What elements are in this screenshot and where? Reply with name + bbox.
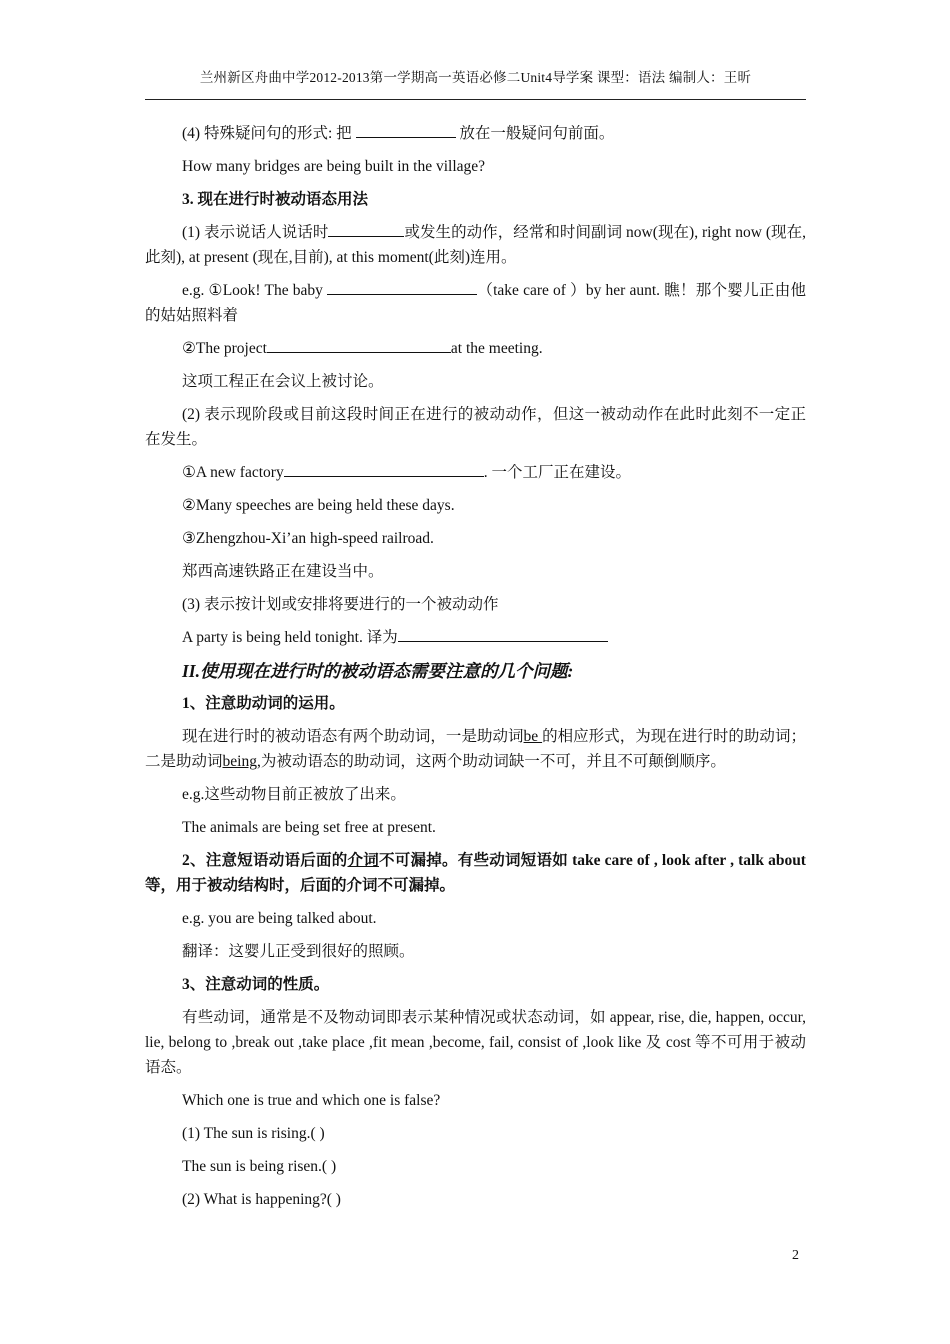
example-factory	[145, 460, 806, 485]
paragraph-usage-3: (3) 表示按计划或安排将要进行的一个被动动作	[182, 596, 499, 613]
text-segment: . 一个工厂正在建设。	[483, 464, 631, 481]
fill-blank[interactable]	[398, 626, 608, 642]
example-line: e.g.这些动物目前正被放了出来。	[182, 786, 406, 803]
example-sentence: How many bridges are being built in the village?	[182, 158, 486, 175]
fill-blank[interactable]	[284, 461, 484, 477]
text-segment: 2、注意短语动语后面的	[182, 852, 348, 869]
example-railroad: ③Zhengzhou-Xi’an high-speed railroad.	[182, 530, 434, 547]
text-segment: ②The project	[182, 340, 267, 357]
underlined-word: being	[222, 753, 257, 770]
text-segment: A party is being held tonight. 译为	[182, 629, 398, 646]
exercise-intro: Which one is true and which one is false?	[182, 1092, 441, 1109]
fill-blank[interactable]	[328, 221, 404, 237]
example-line: e.g. you are being talked about.	[182, 910, 377, 927]
text-segment: 不可漏掉。有些动词短语如 take care of , look after , talk about 等，用于被动结构时，后面的介词不可漏掉。	[145, 852, 806, 894]
example-look-baby	[145, 278, 806, 328]
document-body	[145, 121, 806, 1220]
text-segment: (1) 表示说话人说话时	[182, 224, 329, 241]
page-number: 2	[792, 1248, 799, 1263]
example-line: The animals are being set free at present.	[182, 819, 436, 836]
text-segment: 现在进行时的被动语态有两个助动词，一是助动词	[182, 728, 524, 745]
section-title: II.使用现在进行时的被动语态需要注意的几个问题:	[182, 661, 574, 681]
translation-task: 翻译：这婴儿正受到很好的照顾。	[182, 943, 415, 960]
fill-blank[interactable]	[327, 279, 477, 295]
subsection-heading: 3、注意动词的性质。	[182, 976, 330, 993]
text-segment: 的相应形式，为现在进行时的助动词；二是助动词	[145, 728, 806, 770]
exercise-item: (1) The sun is rising.( )	[182, 1125, 325, 1142]
paragraph-usage-1	[145, 220, 806, 270]
text-segment: at the meeting.	[450, 340, 543, 357]
text-segment: （take care of ）by her aunt. 瞧！那个婴儿正由他的姑姑照料着	[145, 282, 806, 324]
example-party	[145, 625, 806, 650]
underlined-word: 介词	[347, 852, 379, 869]
underlined-word: be	[523, 728, 543, 745]
text-segment: (4) 特殊疑问句的形式: 把	[182, 125, 356, 142]
subsection-heading: 1、注意助动词的运用。	[182, 695, 345, 712]
fill-blank[interactable]	[267, 337, 451, 353]
paragraph-verb-nature: 有些动词，通常是不及物动词即表示某种情况或状态动词，如 appear, rise, die, happen, occur, lie, belong to ,break out ,take place ,fit mean ,become, fail, consist of ,look like 及 cost 等不可用于被动语态。	[145, 1009, 806, 1076]
section-heading: 3. 现在进行时被动语态用法	[182, 191, 369, 208]
text-segment: ①A new factory	[182, 464, 284, 481]
exercise-item: (2) What is happening?( )	[182, 1191, 341, 1208]
header-rule	[145, 99, 806, 100]
translation-line: 郑西高速铁路正在建设当中。	[182, 563, 384, 580]
translation-line: 这项工程正在会议上被讨论。	[182, 373, 384, 390]
text-segment: 或发生的动作，经常和时间副词 now(现在), right now (现在, 此刻), at present (现在,目前), at this moment(此刻)连用。	[145, 224, 806, 266]
page-header: 兰州新区舟曲中学2012-2013第一学期高一英语必修二Unit4导学案 课型：语法 编制人：王昕	[199, 70, 752, 85]
text-segment: ,为被动语态的助动词，这两个助动词缺一不可，并且不可颠倒顺序。	[256, 753, 726, 770]
text-segment: e.g. ①Look! The baby	[182, 282, 328, 299]
example-project	[145, 336, 806, 361]
exercise-item: The sun is being risen.( )	[182, 1158, 337, 1175]
paragraph-usage-2: (2) 表示现阶段或目前这段时间正在进行的被动动作，但这一被动动作在此时此刻不一定正在发生。	[145, 406, 806, 448]
example-speeches: ②Many speeches are being held these days.	[182, 497, 455, 514]
fill-blank[interactable]	[356, 122, 456, 138]
subsection-heading	[145, 848, 806, 898]
paragraph-auxiliary	[145, 724, 806, 774]
text-segment: 放在一般疑问句前面。	[455, 125, 615, 142]
paragraph-question-form	[145, 121, 806, 146]
